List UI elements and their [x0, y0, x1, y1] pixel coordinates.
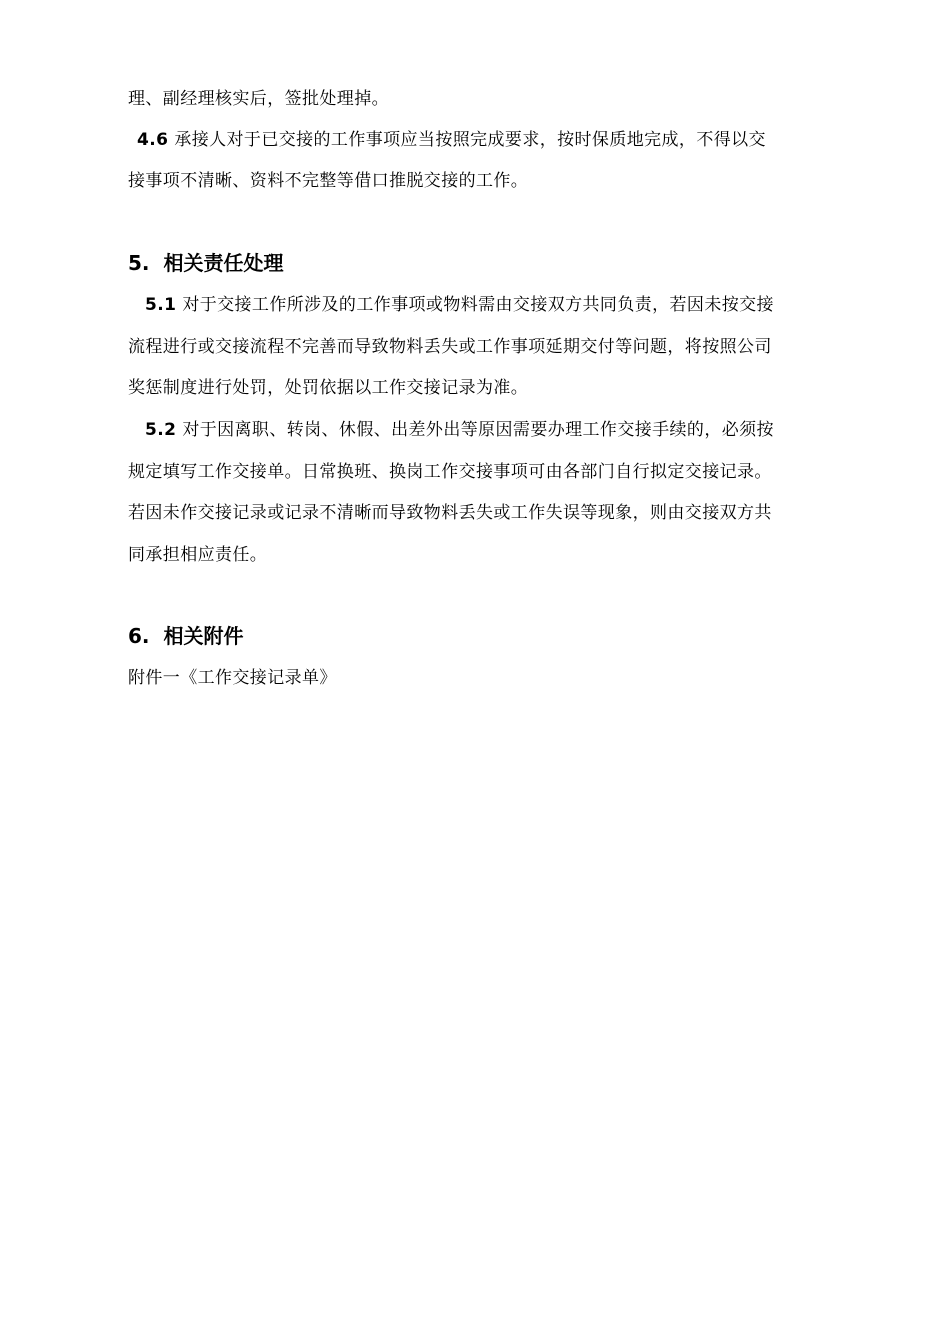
- section-5-title: 相关责任处理: [163, 251, 284, 275]
- section-5-number: 5.: [128, 251, 150, 275]
- item-4-6-number: 4.6: [137, 130, 169, 150]
- section-6-heading: [128, 624, 244, 648]
- item-4-6-line-1: [137, 130, 766, 150]
- item-5-2-line-1: [145, 420, 774, 440]
- attachment-line: 附件一《工作交接记录单》: [128, 668, 337, 688]
- section-6-title: 相关附件: [163, 624, 244, 648]
- item-5-2-line-2: 规定填写工作交接单。日常换班、换岗工作交接事项可由各部门自行拟定交接记录。: [128, 462, 772, 482]
- item-5-1-line-3: 奖惩制度进行处罚，处罚依据以工作交接记录为准。: [128, 378, 529, 398]
- item-5-1-text-1: 对于交接工作所涉及的工作事项或物料需由交接双方共同负责，若因未按交接: [182, 295, 774, 315]
- item-5-2-line-4: 同承担相应责任。: [128, 545, 268, 565]
- section-5-heading: [128, 251, 284, 275]
- section-6-number: 6.: [128, 624, 150, 648]
- item-5-2-text-1: 对于因离职、转岗、休假、出差外出等原因需要办理工作交接手续的，必须按: [182, 420, 774, 440]
- continuation-text: 理、副经理核实后，签批处理掉。: [128, 89, 389, 109]
- item-5-2-line-3: 若因未作交接记录或记录不清晰而导致物料丢失或工作失误等现象，则由交接双方共: [128, 503, 772, 523]
- item-5-1-line-1: [145, 295, 774, 315]
- item-4-6-text-1: 承接人对于已交接的工作事项应当按照完成要求，按时保质地完成，不得以交: [174, 130, 766, 150]
- item-5-1-line-2: 流程进行或交接流程不完善而导致物料丢失或工作事项延期交付等问题，将按照公司: [128, 337, 772, 357]
- item-5-2-number: 5.2: [145, 420, 177, 440]
- item-4-6-line-2: 接事项不清晰、资料不完整等借口推脱交接的工作。: [128, 171, 529, 191]
- item-5-1-number: 5.1: [145, 295, 177, 315]
